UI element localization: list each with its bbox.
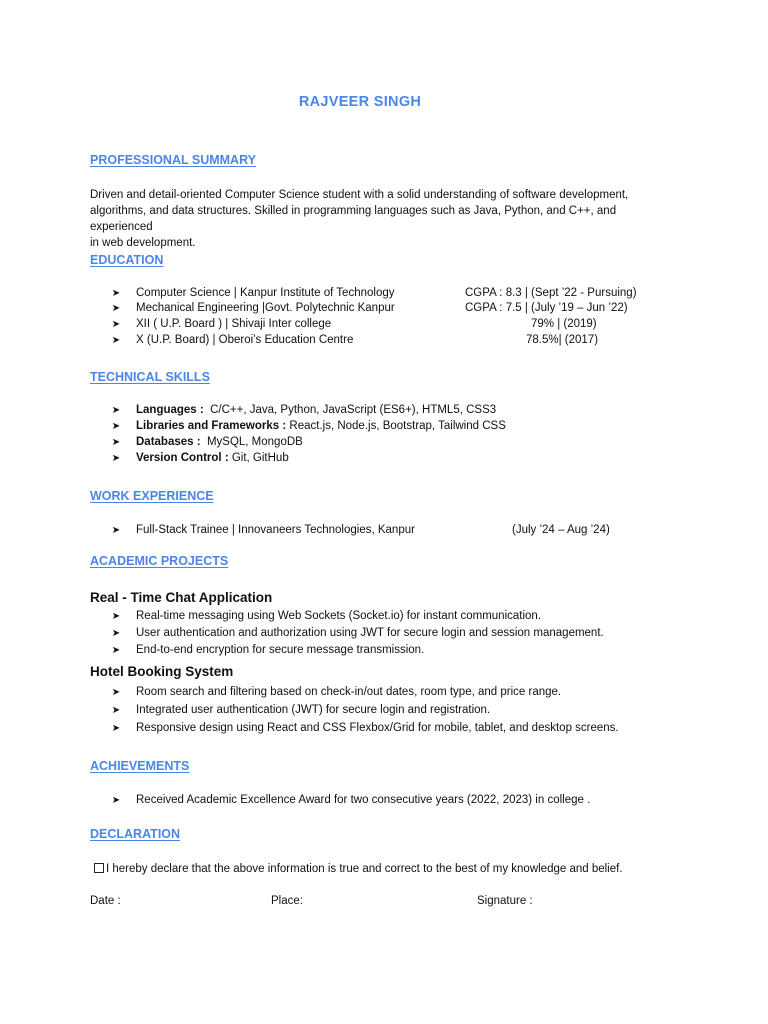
- education-score: CGPA : 7.5 | (July ’19 – Jun ’22): [465, 302, 628, 314]
- skill-row: [136, 404, 496, 416]
- summary-line: Driven and detail-oriented Computer Science student with a solid understanding of software development,: [90, 189, 629, 201]
- skill-row: [136, 420, 506, 432]
- arrow-bullet-icon: ➤: [111, 795, 121, 806]
- project-point: Responsive design using React and CSS Flexbox/Grid for mobile, tablet, and desktop screens.: [136, 722, 619, 734]
- skill-label: Databases :: [136, 436, 201, 448]
- declaration-heading: DECLARATION: [90, 827, 181, 841]
- skills-heading: TECHNICAL SKILLS: [90, 370, 210, 384]
- achievements-heading: ACHIEVEMENTS: [90, 759, 190, 773]
- skill-label: Version Control :: [136, 452, 229, 464]
- project-point: User authentication and authorization using JWT for secure login and session management.: [136, 627, 604, 639]
- arrow-bullet-icon: ➤: [111, 319, 121, 330]
- signature-label: Signature :: [477, 895, 533, 907]
- project-point: Real-time messaging using Web Sockets (Socket.io) for instant communication.: [136, 610, 542, 622]
- summary-heading: PROFESSIONAL SUMMARY: [90, 153, 256, 167]
- project-point: Room search and filtering based on check-in/out dates, room type, and price range.: [136, 686, 562, 698]
- work-heading: WORK EXPERIENCE: [90, 489, 214, 503]
- project-point: Integrated user authentication (JWT) for secure login and registration.: [136, 704, 491, 716]
- education-course: XII ( U.P. Board ) | Shivaji Inter college: [136, 318, 332, 330]
- place-label: Place:: [271, 895, 303, 907]
- arrow-bullet-icon: ➤: [111, 628, 121, 639]
- skill-label: Libraries and Frameworks :: [136, 420, 287, 432]
- arrow-bullet-icon: ➤: [111, 687, 121, 698]
- skill-row: [136, 436, 303, 448]
- arrow-bullet-icon: ➤: [111, 645, 121, 656]
- declaration-statement: [94, 863, 623, 875]
- arrow-bullet-icon: ➤: [111, 437, 121, 448]
- summary-paragraph: [90, 187, 680, 251]
- declaration-text: I hereby declare that the above information is true and correct to the best of my knowledge and belief.: [106, 863, 623, 875]
- arrow-bullet-icon: ➤: [111, 303, 121, 314]
- summary-line: in web development.: [90, 237, 196, 249]
- skill-row: [136, 452, 289, 464]
- project-title: Hotel Booking System: [90, 664, 234, 679]
- education-course: X (U.P. Board) | Oberoi’s Education Centre: [136, 334, 354, 346]
- arrow-bullet-icon: ➤: [111, 453, 121, 464]
- date-label: Date :: [90, 895, 121, 907]
- project-title: Real - Time Chat Application: [90, 590, 273, 605]
- arrow-bullet-icon: ➤: [111, 335, 121, 346]
- checkbox-icon: [94, 863, 104, 873]
- candidate-name: RAJVEER SINGH: [298, 94, 422, 110]
- skill-label: Languages :: [136, 404, 204, 416]
- project-point: End-to-end encryption for secure message transmission.: [136, 644, 425, 656]
- arrow-bullet-icon: ➤: [111, 723, 121, 734]
- work-role: Full-Stack Trainee | Innovaneers Technologies, Kanpur: [136, 524, 415, 536]
- education-score: CGPA : 8.3 | (Sept ’22 - Pursuing): [465, 287, 637, 299]
- arrow-bullet-icon: ➤: [111, 525, 121, 536]
- skill-value: C/C++, Java, Python, JavaScript (ES6+), HTML5, CSS3: [203, 404, 497, 416]
- education-score: 78.5%| (2017): [526, 334, 599, 346]
- skill-value: React.js, Node.js, Bootstrap, Tailwind CSS: [286, 420, 506, 432]
- arrow-bullet-icon: ➤: [111, 611, 121, 622]
- arrow-bullet-icon: ➤: [111, 405, 121, 416]
- summary-line: algorithms, and data structures. Skilled in programming languages such as Java, Python, and C++, and experienced: [90, 205, 617, 233]
- arrow-bullet-icon: ➤: [111, 705, 121, 716]
- education-heading: EDUCATION: [90, 253, 164, 267]
- education-course: Computer Science | Kanpur Institute of Technology: [136, 287, 395, 299]
- education-score: 79% | (2019): [531, 318, 597, 330]
- arrow-bullet-icon: ➤: [111, 288, 121, 299]
- education-course: Mechanical Engineering |Govt. Polytechnic Kanpur: [136, 302, 395, 314]
- achievement-text: Received Academic Excellence Award for two consecutive years (2022, 2023) in college .: [136, 794, 591, 806]
- work-dates: (July ’24 – Aug ’24): [512, 524, 610, 536]
- projects-heading: ACADEMIC PROJECTS: [90, 554, 229, 568]
- skill-value: MySQL, MongoDB: [200, 436, 303, 448]
- skill-value: Git, GitHub: [228, 452, 289, 464]
- arrow-bullet-icon: ➤: [111, 421, 121, 432]
